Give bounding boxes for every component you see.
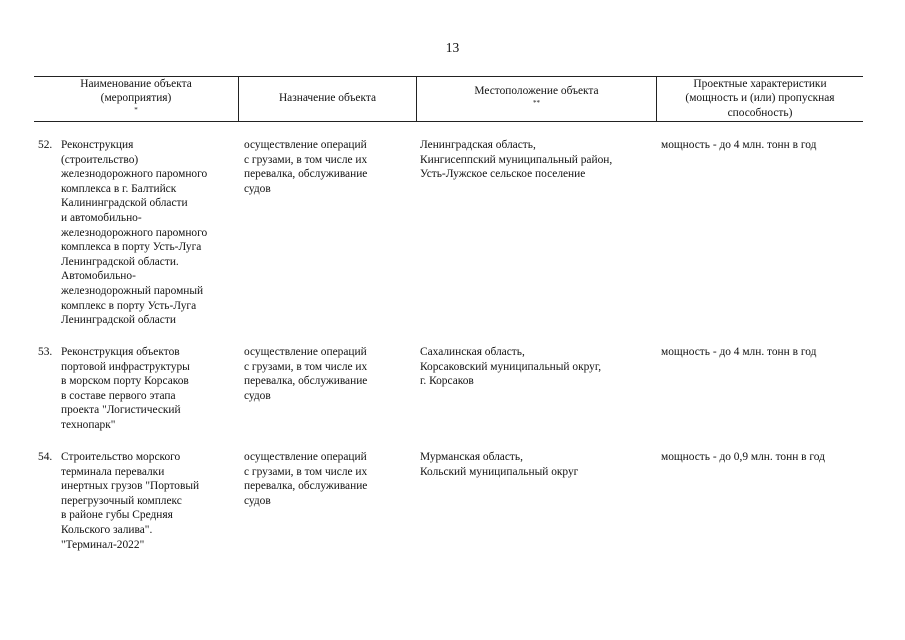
object-purpose-line: перевалка, обслуживание xyxy=(244,375,368,388)
object-purpose-line: с грузами, в том числе их xyxy=(244,360,368,373)
object-name-line: Ленинградской области xyxy=(61,314,176,327)
object-specs-line: мощность - до 4 млн. тонн в год xyxy=(661,139,817,151)
object-name-line: инертных грузов "Портовый xyxy=(61,480,200,493)
object-purpose-line: судов xyxy=(244,389,271,402)
object-name-line: в морском порту Корсаков xyxy=(61,375,189,388)
object-name-line: Автомобильно- xyxy=(61,270,136,283)
object-name-line: комплекса в г. Балтийск xyxy=(61,182,177,195)
header-purpose xyxy=(239,76,416,121)
footnote-mark: ** xyxy=(533,98,540,107)
object-purpose-line: осуществление операций xyxy=(244,451,367,463)
header-location xyxy=(417,76,656,121)
object-purpose-line: с грузами, в том числе их xyxy=(244,465,368,478)
object-name-line: Строительство морского xyxy=(61,451,181,463)
object-name-line: и автомобильно- xyxy=(61,211,142,224)
object-purpose-line: осуществление операций xyxy=(244,346,367,358)
object-name-line: железнодорожного паромного xyxy=(61,226,208,239)
object-location-line: г. Корсаков xyxy=(420,375,474,388)
object-name-line: технопарк" xyxy=(61,418,116,431)
object-name xyxy=(61,450,199,552)
object-name-line: Калининградской области xyxy=(61,197,188,210)
header-text: (мероприятия) xyxy=(100,92,172,105)
object-name-line: железнодорожного паромного xyxy=(61,168,208,181)
object-location xyxy=(420,138,612,182)
object-purpose-line: судов xyxy=(244,182,271,195)
object-specs xyxy=(661,138,816,153)
object-name-line: комплекса в порту Усть-Луга xyxy=(61,241,202,254)
footnote-mark: * xyxy=(134,105,138,114)
object-name-line: Ленинградской области. xyxy=(61,255,179,268)
object-specs-line: мощность - до 0,9 млн. тонн в год xyxy=(661,451,825,463)
object-specs-line: мощность - до 4 млн. тонн в год xyxy=(661,346,817,358)
object-name-line: перегрузочный комплекс xyxy=(61,494,182,507)
object-purpose-line: судов xyxy=(244,494,271,507)
header-text: способность) xyxy=(727,106,793,119)
object-location xyxy=(420,345,601,389)
object-name-line: в составе первого этапа xyxy=(61,389,176,402)
object-name xyxy=(61,345,190,433)
object-specs xyxy=(661,345,816,360)
page-number: 13 xyxy=(445,40,460,55)
object-purpose-line: перевалка, обслуживание xyxy=(244,168,368,181)
object-name xyxy=(61,138,207,328)
object-name-line: Реконструкция объектов xyxy=(61,346,180,358)
object-location-line: Кингисеппский муниципальный район, xyxy=(420,153,613,166)
object-specs xyxy=(661,450,825,465)
object-location xyxy=(420,450,578,479)
object-purpose xyxy=(244,345,367,403)
table-header-rule xyxy=(34,121,863,122)
header-text: Проектные характеристики xyxy=(693,77,827,90)
object-name-line: железнодорожный паромный xyxy=(61,284,204,297)
object-name-line: Реконструкция xyxy=(61,139,134,151)
object-purpose xyxy=(244,138,367,196)
object-location-line: Мурманская область, xyxy=(420,451,523,463)
object-name-line: терминала перевалки xyxy=(61,465,165,478)
object-purpose-line: перевалка, обслуживание xyxy=(244,480,368,493)
object-location-line: Усть-Лужское сельское поселение xyxy=(420,168,586,181)
header-specs xyxy=(657,76,863,121)
object-purpose-line: осуществление операций xyxy=(244,139,367,151)
object-location-line: Кольский муниципальный округ xyxy=(420,465,579,478)
object-name-line: комплекс в порту Усть-Луга xyxy=(61,299,197,312)
header-text: Местоположение объекта xyxy=(474,84,599,97)
object-name-line: портовой инфраструктуры xyxy=(61,360,190,373)
object-name-line: (строительство) xyxy=(61,153,139,166)
object-name-line: "Терминал-2022" xyxy=(61,538,145,551)
object-location-line: Сахалинская область, xyxy=(420,346,525,358)
object-location-line: Ленинградская область, xyxy=(420,139,536,151)
object-purpose xyxy=(244,450,367,508)
row-number: 52. xyxy=(38,139,53,151)
object-name-line: Кольского залива". xyxy=(61,523,153,536)
header-text: Назначение объекта xyxy=(278,92,377,105)
object-name-line: в районе губы Средняя xyxy=(61,509,173,522)
object-purpose-line: с грузами, в том числе их xyxy=(244,153,368,166)
object-name-line: проекта "Логистический xyxy=(61,404,181,417)
header-text: (мощность и (или) пропускная xyxy=(685,92,835,105)
row-number: 54. xyxy=(38,451,53,463)
header-object-name xyxy=(34,76,238,121)
header-text: Наименование объекта xyxy=(80,77,192,90)
object-location-line: Корсаковский муниципальный округ, xyxy=(420,360,602,373)
row-number: 53. xyxy=(38,346,53,358)
